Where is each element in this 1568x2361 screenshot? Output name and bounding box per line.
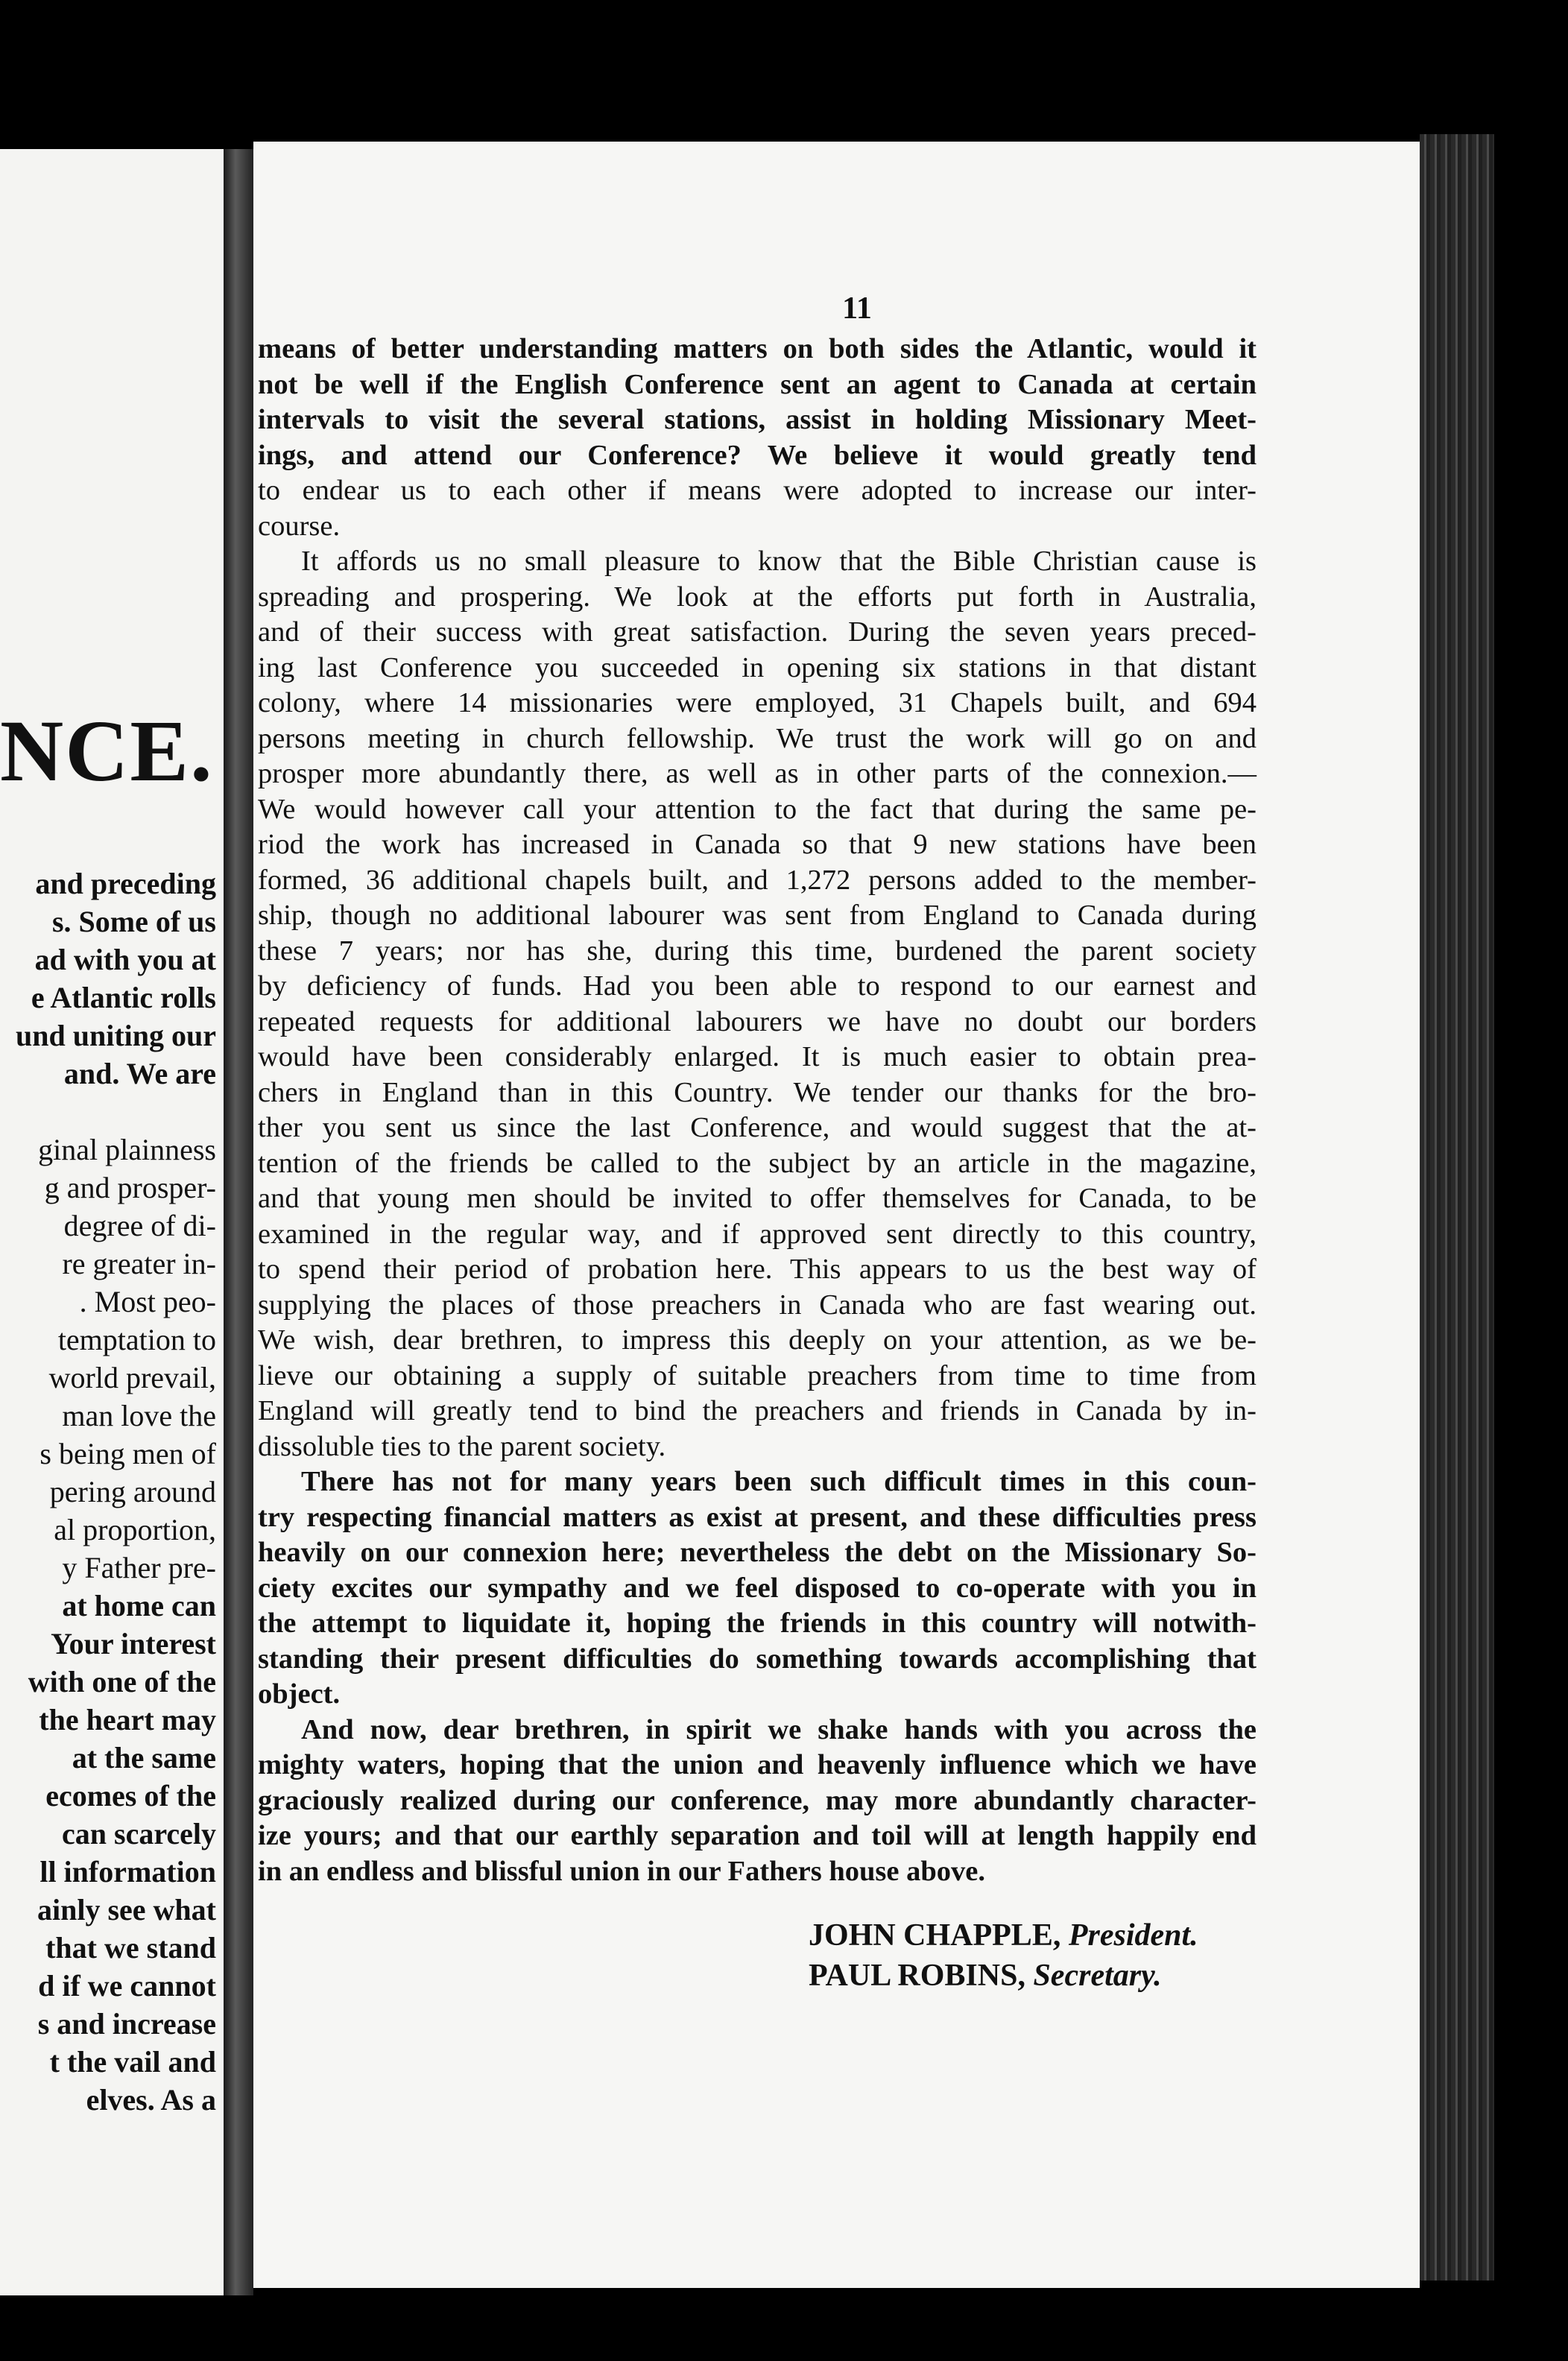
previous-page-line: world prevail, (48, 1361, 216, 1394)
signature-line (809, 1956, 1198, 1996)
previous-page-line: the heart may (39, 1703, 216, 1736)
text-line: supplying the places of those preachers in Canada who are fast wearing out. (258, 1289, 1256, 1321)
previous-page-heading: NCE. (0, 702, 214, 800)
text-line: tention of the friends be called to the subject by an article in the magazine, (258, 1147, 1256, 1179)
text-line: prosper more abundantly there, as well as in other parts of the connexion.— (258, 758, 1256, 789)
previous-page-text (0, 865, 224, 2119)
letter-body (253, 332, 1256, 1889)
text-line: would have been considerably enlarged. It is much easier to obtain prea- (258, 1041, 1256, 1072)
text-line: England will greatly tend to bind the preachers and friends in Canada by in- (258, 1395, 1256, 1426)
previous-page-line: t the vail and (49, 2045, 216, 2079)
text-line: formed, 36 additional chapels built, and 1,272 persons added to the member- (258, 864, 1256, 896)
previous-page-line: g and prosper- (44, 1171, 216, 1204)
previous-page-line: s. Some of us (51, 905, 216, 938)
text-line: to spend their period of probation here. This appears to us the best way of (258, 1254, 1256, 1285)
previous-page-line: elves. As a (86, 2083, 216, 2117)
text-line: and that young men should be invited to offer themselves for Canada, to be (258, 1183, 1256, 1214)
signatory-name: PAUL ROBINS, (809, 1959, 1034, 1993)
previous-page-line: that we stand (45, 1931, 216, 1965)
previous-page-line: ecomes of the (45, 1779, 216, 1812)
text-line: object. (258, 1678, 341, 1710)
previous-page-line: at home can (62, 1589, 216, 1622)
previous-page-line: ll information (39, 1855, 216, 1889)
text-line: by deficiency of funds. Had you been able to respond to our earnest and (258, 970, 1256, 1002)
text-line: There has not for many years been such difficult times in this coun- (301, 1466, 1256, 1497)
text-line: to endear us to each other if means were adopted to increase our inter- (258, 475, 1256, 506)
current-page (253, 142, 1420, 2288)
signatory-title: Secretary. (1033, 1959, 1162, 1993)
text-line: dissoluble ties to the parent society. (258, 1430, 666, 1462)
text-line: intervals to visit the several stations, assist in holding Missionary Meet- (258, 404, 1256, 435)
previous-page-line: and preceding (35, 867, 216, 900)
previous-page-line: re greater in- (62, 1247, 216, 1280)
text-line: and of their success with great satisfaction. During the seven years preced- (258, 616, 1256, 648)
previous-page-line: e Atlantic rolls (31, 981, 216, 1014)
text-line: standing their present difficulties do something towards accomplishing that (258, 1643, 1256, 1675)
text-line: riod the work has increased in Canada so that 9 new stations have been (258, 829, 1256, 860)
signature-block (809, 1915, 1198, 1996)
book-gutter (224, 149, 253, 2295)
previous-page-line: degree of di- (63, 1209, 216, 1242)
previous-page-line: d if we cannot (38, 1969, 216, 2003)
previous-page-line: ainly see what (37, 1893, 216, 1927)
previous-page-line: at the same (72, 1741, 216, 1774)
previous-page-line: can scarcely (62, 1817, 216, 1850)
text-line: mighty waters, hoping that the union and heavenly influence which we have (258, 1749, 1256, 1780)
text-line: try respecting financial matters as exist at present, and these difficulties press (258, 1501, 1256, 1533)
previous-page-line (0, 1093, 224, 1131)
text-line: course. (258, 510, 341, 542)
text-line: graciously realized during our conference, may more abundantly character- (258, 1784, 1256, 1816)
previous-page (0, 149, 224, 2295)
previous-page-line: Your interest (51, 1627, 216, 1660)
text-line: chers in England than in this Country. We tender our thanks for the bro- (258, 1076, 1256, 1108)
text-line: means of better understanding matters on both sides the Atlantic, would it (258, 333, 1256, 364)
previous-page-line: y Father pre- (62, 1551, 216, 1584)
signature-line (809, 1915, 1198, 1956)
text-line: ings, and attend our Conference? We believe it would greatly tend (258, 439, 1256, 471)
text-line: in an endless and blissful union in our Fathers house above. (258, 1855, 985, 1887)
previous-page-line: ginal plainness (38, 1133, 216, 1166)
text-line: not be well if the English Conference sent an agent to Canada at certain (258, 368, 1256, 400)
text-line: these 7 years; nor has she, during this time, burdened the parent society (258, 935, 1256, 967)
text-line: persons meeting in church fellowship. We trust the work will go on and (258, 722, 1256, 754)
previous-page-line: pering around (49, 1475, 216, 1508)
previous-page-line: temptation to (57, 1323, 216, 1356)
text-line: heavily on our connexion here; nevertheless the debt on the Missionary So- (258, 1537, 1256, 1568)
text-line: We wish, dear brethren, to impress this deeply on your attention, as we be- (258, 1324, 1256, 1356)
text-line: spreading and prospering. We look at the efforts put forth in Australia, (258, 581, 1256, 613)
text-line: ciety excites our sympathy and we feel disposed to co-operate with you in (258, 1572, 1256, 1604)
text-line: ther you sent us since the last Conference, and would suggest that the at- (258, 1112, 1256, 1143)
previous-page-line: ad with you at (34, 943, 216, 976)
previous-page-line: with one of the (28, 1665, 216, 1698)
text-line: We would however call your attention to the fact that during the same pe- (258, 793, 1256, 825)
previous-page-line: s being men of (39, 1437, 216, 1470)
previous-page-line: . Most peo- (79, 1285, 216, 1318)
text-line: examined in the regular way, and if approved sent directly to this country, (258, 1218, 1256, 1250)
signatory-name: JOHN CHAPPLE, (809, 1918, 1069, 1953)
book-spine (1420, 134, 1494, 2281)
page-number: 11 (842, 291, 872, 326)
text-line: ing last Conference you succeeded in opening six stations in that distant (258, 651, 1256, 683)
text-line: ship, though no additional labourer was sent from England to Canada during (258, 900, 1256, 931)
previous-page-line: und uniting our (15, 1019, 216, 1052)
text-line: ize yours; and that our earthly separation and toil will at length happily end (258, 1820, 1256, 1851)
text-line: repeated requests for additional labourers we have no doubt our borders (258, 1005, 1256, 1037)
previous-page-line: man love the (62, 1399, 216, 1432)
text-line: colony, where 14 missionaries were employed, 31 Chapels built, and 694 (258, 687, 1256, 718)
text-line: And now, dear brethren, in spirit we shake hands with you across the (301, 1713, 1256, 1745)
previous-page-line: s and increase (37, 2007, 216, 2041)
text-line: the attempt to liquidate it, hoping the friends in this country will notwith- (258, 1608, 1256, 1639)
text-line: lieve our obtaining a supply of suitable preachers from time to time from (258, 1359, 1256, 1391)
previous-page-line: al proportion, (54, 1513, 216, 1546)
signatory-title: President. (1068, 1918, 1198, 1953)
previous-page-line: and. We are (63, 1057, 216, 1090)
text-line: It affords us no small pleasure to know that the Bible Christian cause is (301, 546, 1256, 577)
